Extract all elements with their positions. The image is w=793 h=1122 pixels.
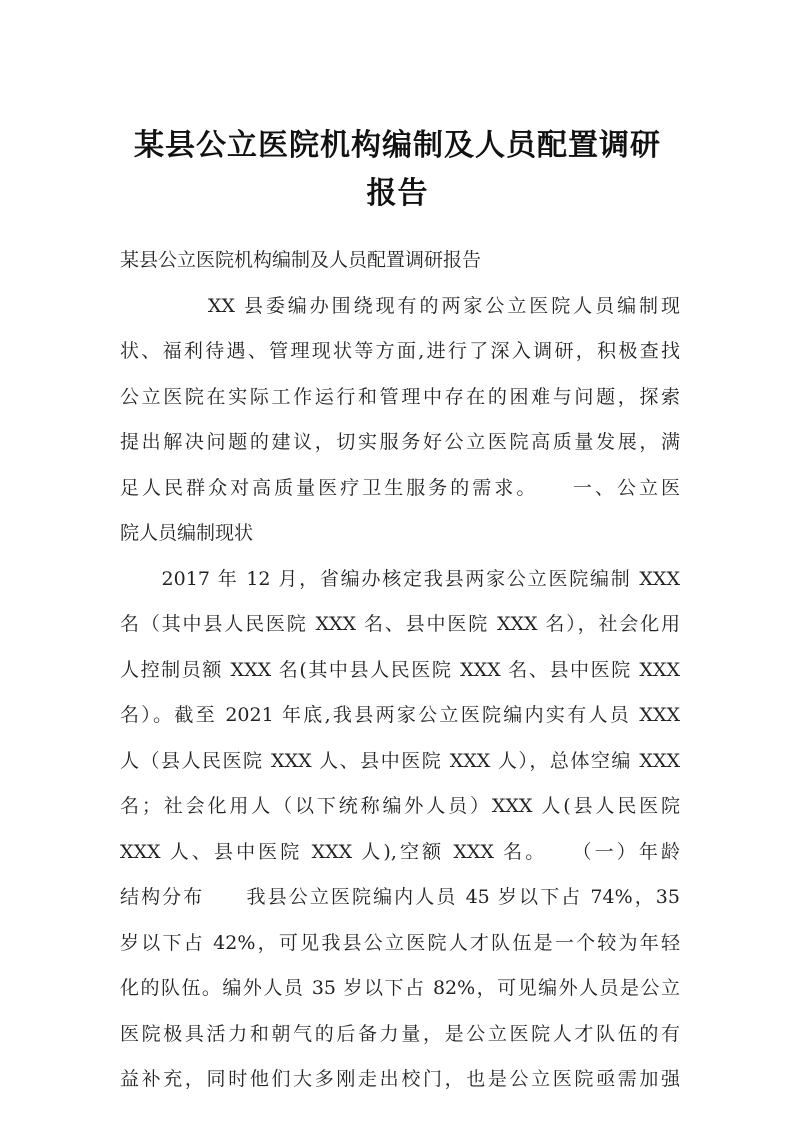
body-line: XXX 人、县中医院 XXX 人),空额 XXX 名。 （一）年龄 [120,840,680,863]
document-title: 某县公立医院机构编制及人员配置调研报告 [134,128,661,211]
body-line: 公立医院在实际工作运行和管理中存在的困难与问题，探索 [120,385,680,408]
body-line: XX 县委编办围绕现有的两家公立医院人员编制现 [120,294,680,317]
body-line: 名）。截至 2021 年底,我县两家公立医院编内实有人员 XXX [120,704,680,726]
body-line: 院人员编制现状 [120,522,254,544]
document-body [120,238,680,1103]
body-line: 状、福利待遇、管理现状等方面,进行了深入调研，积极查找 [120,340,680,362]
body-line: 名；社会化用人（以下统称编外人员）XXX 人(县人民医院 [120,795,680,817]
body-line: 人控制员额 XXX 名(其中县人民医院 XXX 名、县中医院 XXX [120,658,680,681]
body-line: 益补充，同时他们大多刚走出校门，也是公立医院亟需加强 [120,1068,680,1090]
body-line: 提出解决问题的建议，切实服务好公立医院高质量发展，满 [120,431,680,453]
body-line: 岁以下占 42%，可见我县公立医院人才队伍是一个较为年轻 [120,931,680,954]
body-line: 医院极具活力和朝气的后备力量，是公立医院人才队伍的有 [120,1022,680,1045]
body-line: 人（县人民医院 XXX 人、县中医院 XXX 人），总体空编 XXX [120,749,680,772]
body-line: 名（其中县人民医院 XXX 名、县中医院 XXX 名），社会化用 [120,613,680,635]
document-subtitle: 某县公立医院机构编制及人员配置调研报告 [120,249,482,271]
body-line: 结构分布 我县公立医院编内人员 45 岁以下占 74%，35 [120,886,680,908]
body-line: 足人民群众对高质量医疗卫生服务的需求。 一、公立医 [120,476,680,499]
body-line: 2017 年 12 月，省编办核定我县两家公立医院编制 XXX [120,567,680,590]
body-line: 化的队伍。编外人员 35 岁以下占 82%，可见编外人员是公立 [120,977,680,999]
